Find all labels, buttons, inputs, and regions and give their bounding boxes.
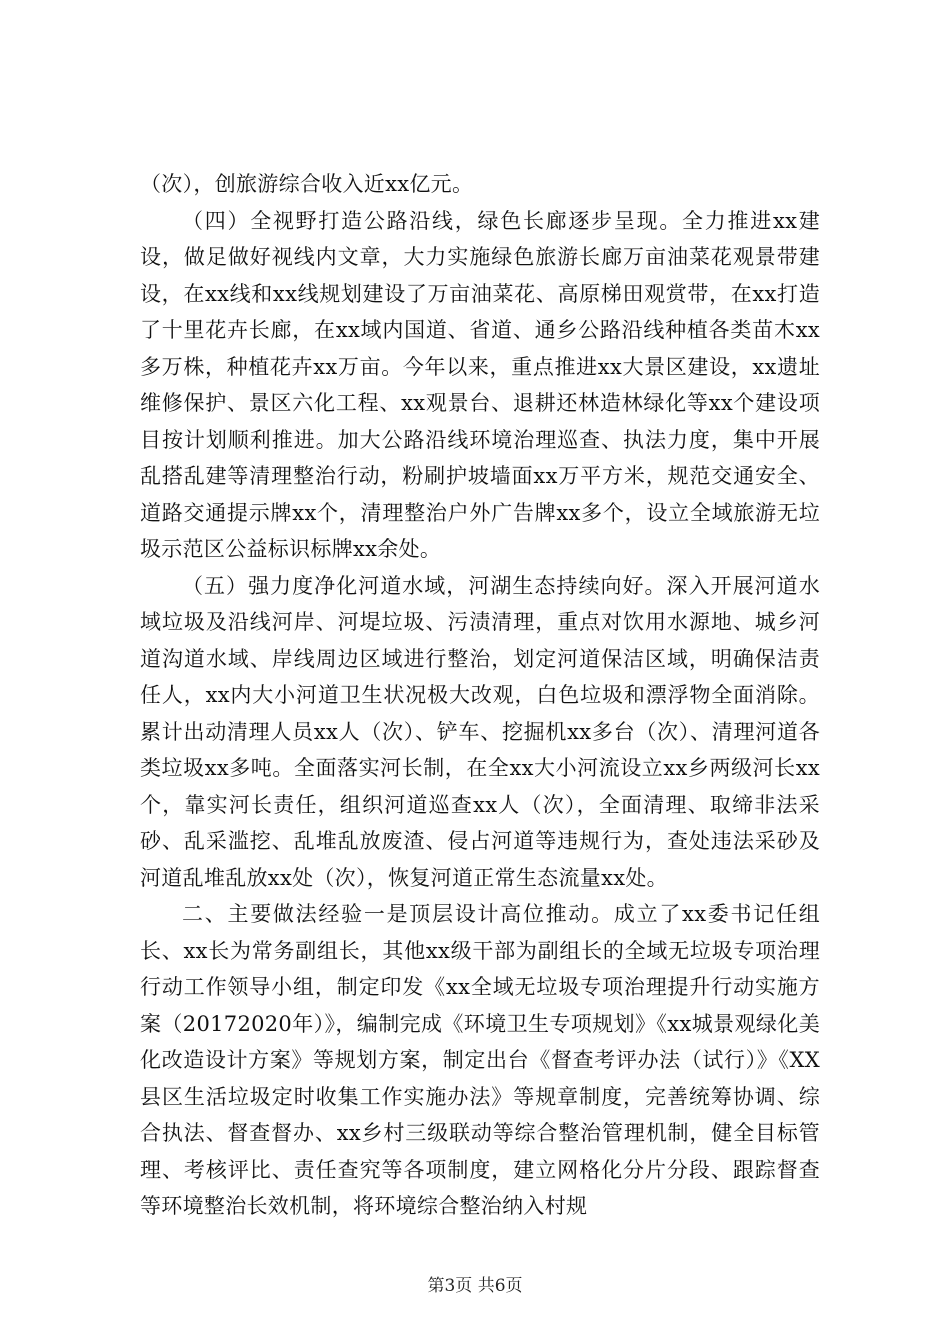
body-text [140, 166, 820, 1225]
paragraph-section-5: （五）强力度净化河道水域，河湖生态持续向好。深入开展河道水域垃圾及沿线河岸、河堤垃圾、污渍清理，重点对饮用水源地、城乡河道沟道水域、岸线周边区域进行整治，划定河道保洁区域，明确保洁责任人，xx内大小河道卫生状况极大改观，白色垃圾和漂浮物全面消除。累计出动清理人员xx人（次）、铲车、挖掘机xx多台（次）、清理河道各类垃圾xx多吨。全面落实河长制，在全xx大小河流设立xx乡两级河长xx个，靠实河长责任，组织河道巡查xx人（次），全面清理、取缔非法采砂、乱采滥挖、乱堆乱放废渣、侵占河道等违规行为，查处违法采砂及河道乱堆乱放xx处（次），恢复河道正常生态流量xx处。 [140, 573, 820, 890]
paragraph-continuation: （次），创旅游综合收入近xx亿元。 [140, 172, 474, 196]
paragraph-main-experience: 二、主要做法经验一是顶层设计高位推动。成立了xx委书记任组长、xx长为常务副组长，其他xx级干部为副组长的全域无垃圾专项治理行动工作领导小组，制定印发《xx全域无垃圾专项治理提升行动实施方案（20172020年）》，编制完成《环境卫生专项规划》《xx城景观绿化美化改造设计方案》等规划方案，制定出台《督查考评办法（试行）》《XX县区生活垃圾定时收集工作实施办法》等规章制度，完善统筹协调、综合执法、督查督办、xx乡村三级联动等综合整治管理机制，健全目标管理、考核评比、责任查究等各项制度，建立网格化分片分段、跟踪督查等环境整治长效机制，将环境综合整治纳入村规 [140, 902, 820, 1218]
paragraph-section-4: （四）全视野打造公路沿线，绿色长廊逐步呈现。全力推进xx建设，做足做好视线内文章，大力实施绿色旅游长廊万亩油菜花观景带建设，在xx线和xx线规划建设了万亩油菜花、高原梯田观赏带，在xx打造了十里花卉长廊，在xx域内国道、省道、通乡公路沿线种植各类苗木xx多万株，种植花卉xx万亩。今年以来，重点推进xx大景区建设，xx遗址维修保护、景区六化工程、xx观景台、退耕还林造林绿化等xx个建设项目按计划顺利推进。加大公路沿线环境治理巡查、执法力度，集中开展乱搭乱建等清理整治行动，粉刷护坡墙面xx万平方米，规范交通安全、道路交通提示牌xx个，清理整治户外广告牌xx多个，设立全域旅游无垃圾示范区公益标识标牌xx余处。 [140, 208, 820, 561]
page-footer: 第3页 共6页 [427, 1276, 523, 1296]
